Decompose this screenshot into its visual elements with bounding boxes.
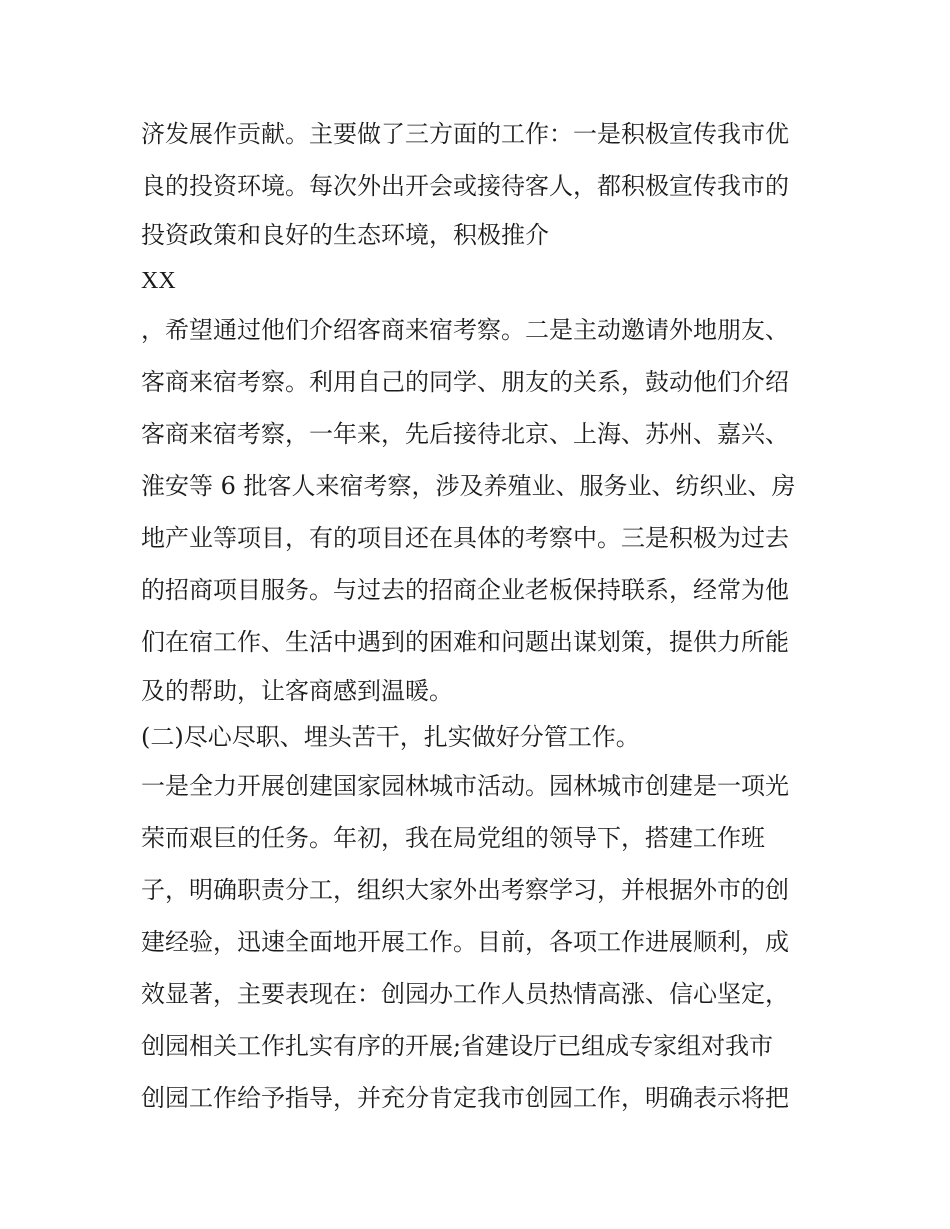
text-line: 们在宿工作、生活中遇到的困难和问题出谋划策，提供力所能 [141,628,789,656]
document-body [141,108,821,1124]
text-line: 建经验，迅速全面地开展工作。目前，各项工作进展顺利，成 [141,928,789,956]
text-line: 及的帮助，让客商感到温暖。 [141,677,453,705]
text-line: 客商来宿考察。利用自己的同学、朋友的关系，鼓动他们介绍 [141,368,789,396]
text-line: 投资政策和良好的生态环境，积极推介 [141,221,549,249]
text-line: 荣而艰巨的任务。年初，我在局党组的领导下，搭建工作班 [141,824,765,852]
text-line: 一是全力开展创建国家园林城市活动。园林城市创建是一项光 [141,772,789,800]
text-line: 客商来宿考察，一年来，先后接待北京、上海、苏州、嘉兴、 [141,420,789,448]
text-line: 的招商项目服务。与过去的招商企业老板保持联系，经常为他 [141,576,789,604]
text-line: 良的投资环境。每次外出开会或接待客人，都积极宣传我市的 [141,172,789,200]
text-line: 创园工作给予指导，并充分肯定我市创园工作，明确表示将把 [141,1084,789,1112]
text-line: 子，明确职责分工，组织大家外出考察学习，并根据外市的创 [141,876,789,904]
text-line: 地产业等项目，有的项目还在具体的考察中。三是积极为过去 [141,524,789,552]
text-line: 淮安等 6 批客人来宿考察，涉及养殖业、服务业、纺织业、房 [141,472,796,500]
text-line: 济发展作贡献。主要做了三方面的工作：一是积极宣传我市优 [141,120,789,148]
text-line: 效显著，主要表现在：创园办工作人员热情高涨、信心坚定， [141,980,789,1008]
text-line: ，希望通过他们介绍客商来宿考察。二是主动邀请外地朋友、 [141,316,789,344]
section-heading: (二)尽心尽职、埋头苦干，扎实做好分管工作。 [141,723,640,751]
text-line: 创园相关工作扎实有序的开展;省建设厅已组成专家组对我市 [141,1032,774,1060]
text-line: XX [141,268,176,294]
